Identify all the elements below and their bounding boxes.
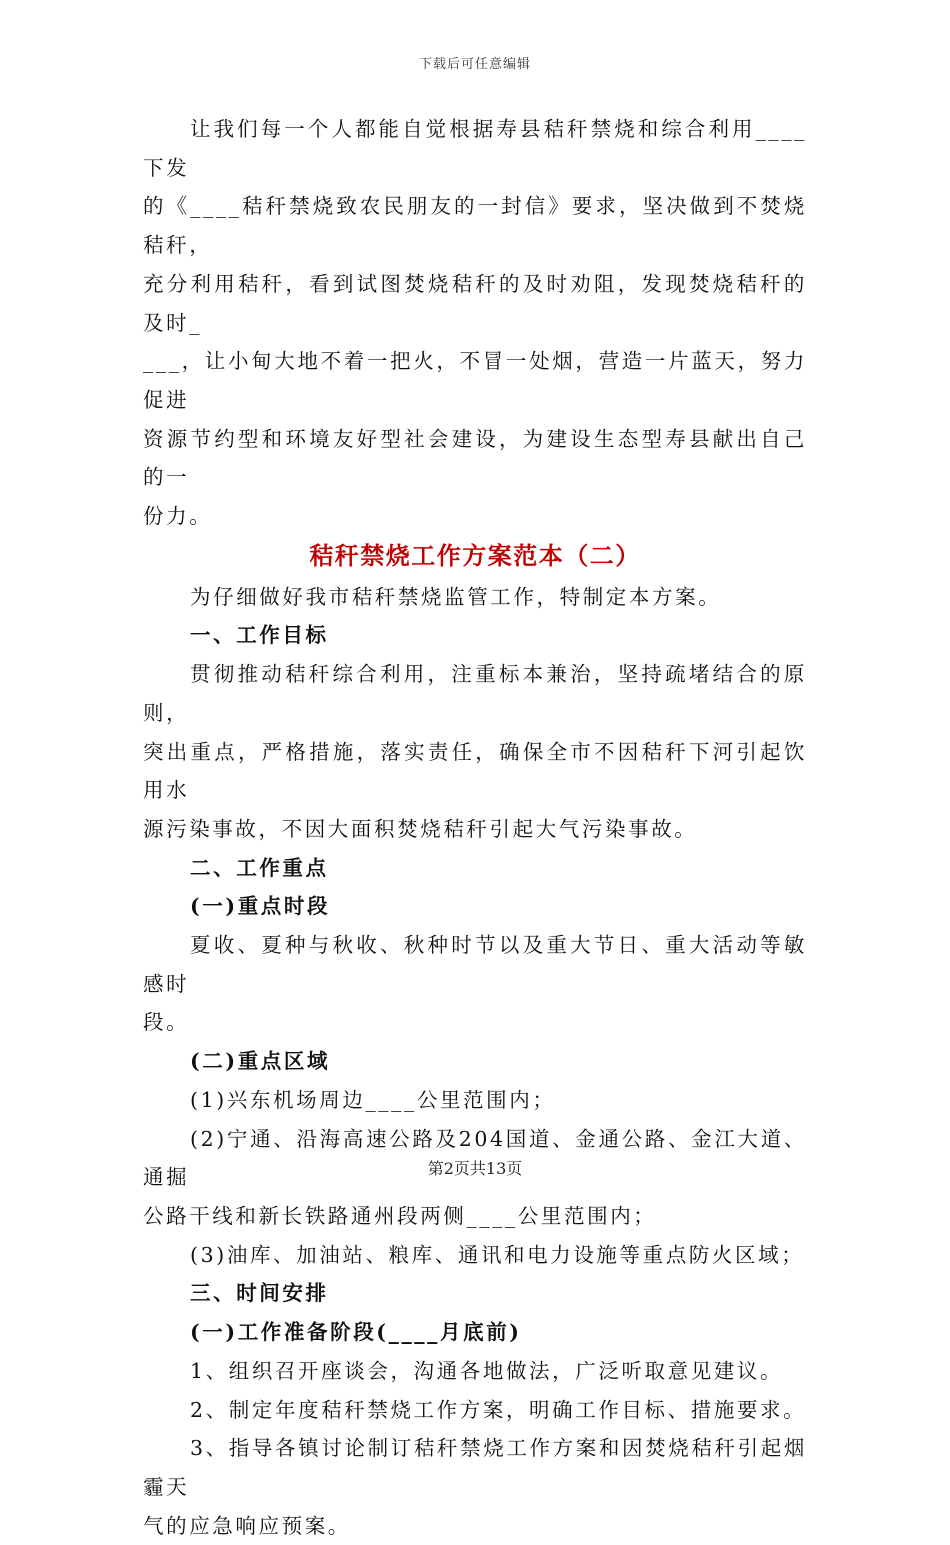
paragraph-period: [143, 926, 807, 1042]
text-line: 资源节约型和环境友好型社会建设，为建设生态型寿县献出自己的一: [143, 426, 807, 490]
text-line: 源污染事故，不因大面积焚烧秸秆引起大气污染事故。: [143, 816, 698, 841]
list-item-area-3: (3)油库、加油站、粮库、通讯和电力设施等重点防火区域；: [190, 1242, 805, 1267]
text-line: 段。: [143, 1010, 190, 1035]
paragraph-goal: [143, 655, 807, 849]
text-line: 份力。: [143, 504, 213, 529]
text-line: 3、指导各镇讨论制订秸秆禁烧工作方案和因焚烧秸秆引起烟霾天: [143, 1436, 807, 1499]
document-body: [143, 110, 807, 1545]
text-line: 夏收、夏种与秋收、秋种时节以及重大节日、重大活动等敏感时: [143, 933, 807, 996]
list-item-area-1: (1)兴东机场周边____公里范围内；: [190, 1087, 556, 1112]
list-item-step-3: [143, 1429, 807, 1545]
list-item-step-1: 1、组织召开座谈会，沟通各地做法，广泛听取意见建议。: [190, 1358, 784, 1383]
paragraph-intro: 为仔细做好我市秸秆禁烧监管工作，特制定本方案。: [190, 584, 722, 609]
text-line: 的《____秸秆禁烧致农民朋友的一封信》要求，坚决做到不焚烧秸秆，: [143, 194, 807, 258]
text-line: 充分利用秸秆，看到试图焚烧秸秆的及时劝阻，发现焚烧秸秆的及时_: [143, 271, 807, 335]
text-line: (2)宁通、沿海高速公路及204国道、金通公路、金江大道、通掘: [143, 1126, 807, 1190]
paragraph-closing: [143, 110, 807, 536]
text-line: 公路干线和新长铁路通州段两侧____公里范围内；: [143, 1203, 657, 1228]
text-line: ___，让小甸大地不着一把火，不冒一处烟，营造一片蓝天，努力促进: [143, 349, 807, 412]
section-title: 秸秆禁烧工作方案范本（二）: [309, 540, 641, 570]
heading-schedule: 三、时间安排: [190, 1281, 329, 1306]
subheading-area: (二)重点区域: [190, 1049, 331, 1074]
heading-goal: 一、工作目标: [190, 623, 329, 648]
page-header: 下载后可任意编辑: [418, 57, 531, 72]
text-line: 气的应急响应预案。: [143, 1513, 351, 1538]
text-line: 突出重点，严格措施，落实责任，确保全市不因秸秆下河引起饮用水: [143, 739, 807, 803]
text-line: 让我们每一个人都能自觉根据寿县秸秆禁烧和综合利用____下发: [143, 117, 807, 180]
subheading-prep-stage: (一)工作准备阶段(____月底前): [190, 1320, 522, 1345]
text-line: 贯彻推动秸秆综合利用，注重标本兼治，坚持疏堵结合的原则，: [143, 662, 807, 725]
heading-focus: 二、工作重点: [190, 855, 329, 880]
page-footer: 第2页共13页: [427, 1159, 523, 1178]
subheading-period: (一)重点时段: [190, 894, 331, 919]
list-item-step-2: 2、制定年度秸秆禁烧工作方案，明确工作目标、措施要求。: [190, 1397, 807, 1422]
